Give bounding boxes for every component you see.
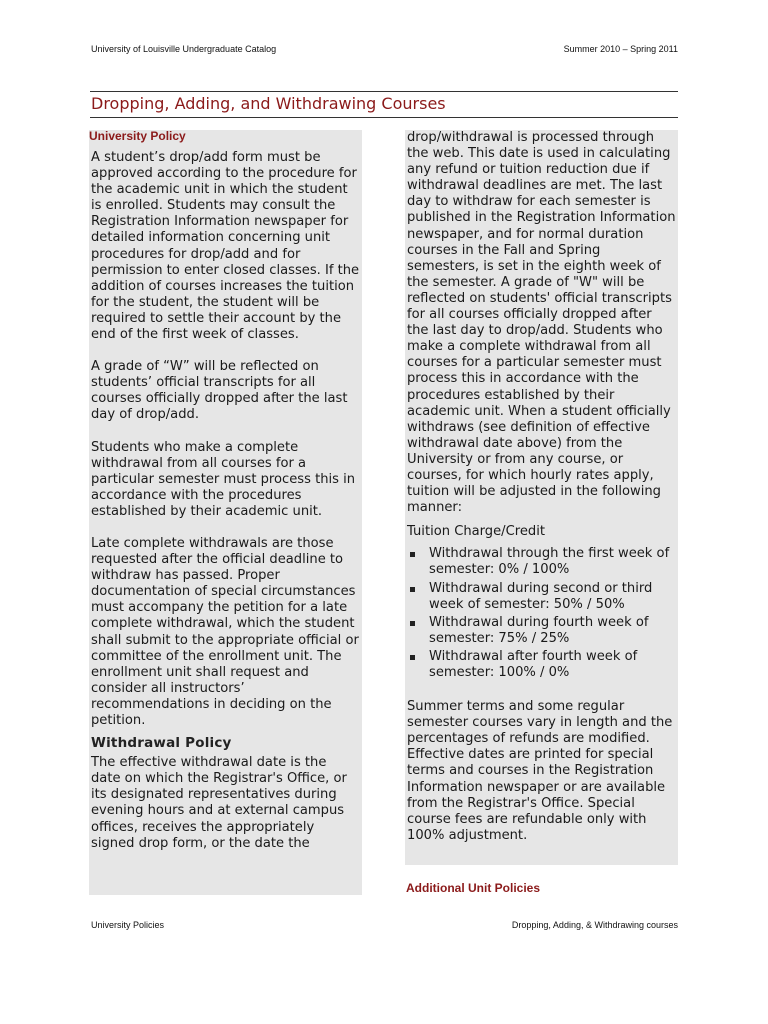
- list-item: Withdrawal through the first week of semester: 0% / 100%: [407, 546, 676, 578]
- list-item: Withdrawal during fourth week of semester: 75% / 25%: [407, 615, 676, 647]
- policy-paragraph-4: Late complete withdrawals are those requested after the official deadline to withdraw has passed. Proper documentation of special circumstances must accompany the petition for a late complete withdrawal, which the student shall submit to the appropriate official or committee of the enrollment unit. The enrollment unit shall request and consider all instructors’ recommendations in deciding on the petition.: [91, 535, 359, 728]
- policy-paragraph-1: A student’s drop/add form must be approved according to the procedure for the academic unit in which the student is enrolled. Students may consult the Registration Information newspaper for detailed information concerning unit procedures for drop/add and for permission to enter closed classes. If the addition of courses increases the tuition for the student, the student will be required to settle their account by the end of the first week of classes.: [91, 150, 360, 343]
- university-policy-heading: University Policy: [89, 129, 186, 143]
- running-header-left: University of Louisville Undergraduate Catalog: [91, 44, 277, 54]
- withdrawal-continued-text: drop/withdrawal is processed through the web. This date is used in calculating any refund or tuition reduction due if withdrawal deadlines are met. The last day to withdraw for each semester is published in the Registration Information newspaper, and for normal duration courses in the Fall and Spring semesters, is set in the eighth week of the semester. A grade of "W" will be reflected on students' official transcripts for all courses officially dropped after the last day to drop/add. Students who make a complete withdrawal from all courses for a particular semester must process this in accordance with the procedures established by their academic unit. When a student officially withdraws (see definition of effective withdrawal date above) from the University or from any course, or courses, for which hourly rates apply, tuition will be adjusted in the following manner:: [407, 130, 676, 516]
- left-column: [89, 130, 362, 895]
- running-footer-right: Dropping, Adding, & Withdrawing courses: [511, 920, 678, 930]
- page-title: Dropping, Adding, and Withdrawing Courses: [90, 91, 678, 118]
- additional-unit-policies-heading: Additional Unit Policies: [406, 881, 541, 895]
- right-column: [405, 130, 678, 865]
- policy-paragraph-2: A grade of “W” will be reflected on students’ official transcripts for all courses officially dropped after the last day of drop/add.: [91, 359, 348, 423]
- list-item: Withdrawal after fourth week of semester: 100% / 0%: [407, 649, 676, 681]
- summer-terms-text: Summer terms and some regular semester courses vary in length and the percentages of refunds are modified. Effective dates are printed for special terms and courses in the Registration Information newspaper or are available from the Registrar's Office. Special course fees are refundable only with 100% adjustment.: [407, 699, 673, 843]
- withdrawal-policy-heading: Withdrawal Policy: [91, 735, 232, 752]
- policy-paragraph-3: Students who make a complete withdrawal from all courses for a particular semester must process this in accordance with the procedures established by their academic unit.: [91, 439, 356, 519]
- running-footer-left: University Policies: [91, 920, 165, 930]
- running-header-right: Summer 2010 – Spring 2011: [563, 44, 678, 54]
- withdrawal-policy-text: The effective withdrawal date is the date on which the Registrar's Office, or its designated representatives during evening hours and at external campus offices, receives the appropriately signed drop form, or the date the: [91, 755, 347, 851]
- tuition-heading: Tuition Charge/Credit: [407, 524, 545, 540]
- list-item: Withdrawal during second or third week of semester: 50% / 50%: [407, 581, 676, 613]
- tuition-list: [407, 546, 676, 681]
